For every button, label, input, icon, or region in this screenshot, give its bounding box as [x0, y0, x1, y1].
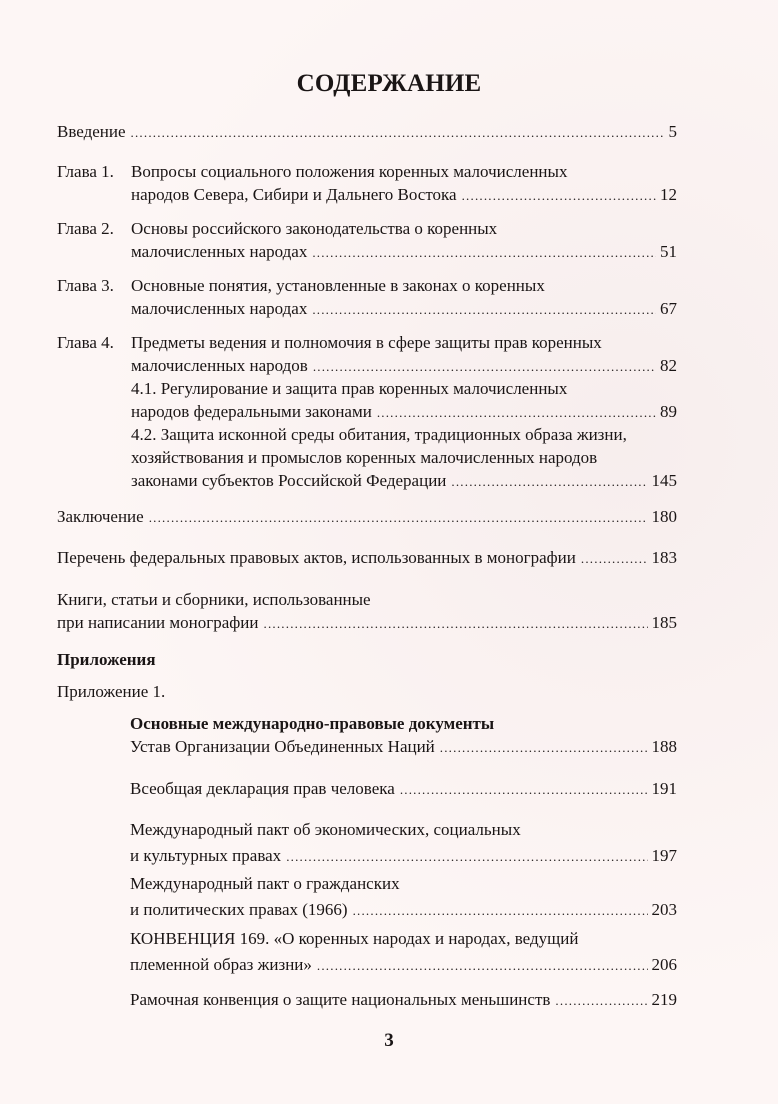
dot-leader	[317, 954, 648, 977]
appendices-heading: Приложения	[57, 650, 156, 669]
toc-entry-title: Введение	[57, 122, 126, 141]
chapter-label: Глава 4.	[57, 333, 114, 352]
toc-entry-chapter-3[interactable]	[57, 274, 677, 320]
toc-page-number: 188	[651, 737, 677, 756]
toc-entry-chapter-1[interactable]	[57, 160, 677, 206]
toc-page-number: 82	[660, 356, 677, 375]
toc-page-number: 203	[651, 900, 677, 919]
toc-entry-title-cont: и политических правах (1966)	[130, 900, 348, 919]
toc-page-number: 12	[660, 185, 677, 204]
chapter-label: Глава 3.	[57, 276, 114, 295]
toc-entry-bibliography[interactable]	[57, 588, 677, 634]
toc-entry-title-cont: народов федеральными законами	[131, 402, 372, 421]
toc-page-number: 219	[651, 990, 677, 1009]
toc-entry-title-cont: при написании монографии	[57, 613, 259, 632]
toc-page-number: 197	[651, 846, 677, 865]
toc-entry-title: Предметы ведения и полномочия в сфере защиты прав коренных	[131, 333, 602, 352]
toc-entry-title: 4.2. Защита исконной среды обитания, традиционных образа жизни,	[131, 425, 627, 444]
page-number: 3	[384, 1030, 394, 1051]
dot-leader	[581, 547, 648, 570]
toc-entry-title: КОНВЕНЦИЯ 169. «О коренных народах и народах, ведущий	[130, 929, 579, 948]
toc-page-number: 180	[651, 507, 677, 526]
toc-entry-chapter-4[interactable]	[57, 331, 677, 377]
toc-entry-iccpr[interactable]	[57, 872, 677, 918]
dot-leader	[462, 184, 656, 207]
toc-entry-title-cont: малочисленных народах	[131, 299, 308, 318]
toc-entry-title-cont: и культурных правах	[130, 846, 282, 865]
toc-entry-icescr[interactable]	[57, 818, 677, 864]
toc-entry-title: Устав Организации Объединенных Наций	[130, 737, 435, 756]
toc-page-number: 183	[651, 548, 677, 567]
toc-entry-intro[interactable]	[57, 120, 677, 143]
toc-entry-title: Вопросы социального положения коренных малочисленных	[131, 162, 568, 181]
dot-leader	[555, 989, 647, 1012]
dot-leader	[451, 470, 647, 493]
dot-leader	[312, 298, 656, 321]
toc-entry-title-cont: малочисленных народов	[131, 356, 308, 375]
dot-leader	[440, 736, 648, 759]
toc-entry-title-cont: законами субъектов Российской Федерации	[131, 471, 447, 490]
toc-entry-chapter-2[interactable]	[57, 217, 677, 263]
toc-entry-title: Всеобщая декларация прав человека	[130, 779, 395, 798]
toc-page-number: 206	[651, 955, 677, 974]
toc-entry-title: Книги, статьи и сборники, использованные	[57, 590, 371, 609]
toc-page-number: 145	[651, 471, 677, 490]
toc-entry-title-cont: народов Севера, Сибири и Дальнего Востока	[131, 185, 457, 204]
dot-leader	[264, 612, 648, 635]
toc-entry-legal-acts[interactable]	[57, 546, 677, 569]
appendix-1-label: Приложение 1.	[57, 682, 166, 701]
toc-entry-title: 4.1. Регулирование и защита прав коренных малочисленных	[131, 379, 568, 398]
toc-entry-conclusion[interactable]	[57, 505, 677, 528]
toc-entry-title: Международный пакт о гражданских	[130, 874, 400, 893]
dot-leader	[400, 778, 648, 801]
dot-leader	[149, 506, 648, 529]
dot-leader	[131, 121, 665, 144]
chapter-label: Глава 1.	[57, 162, 114, 181]
toc-entry-title-cont: хозяйствования и промыслов коренных малочисленных народов	[131, 448, 598, 467]
toc-entry-title: Международный пакт об экономических, социальных	[130, 820, 521, 839]
toc-entry-title-cont: племенной образ жизни»	[130, 955, 312, 974]
toc-entry-section-4-1[interactable]	[57, 377, 677, 423]
toc-page-number: 67	[660, 299, 677, 318]
appendix-group-heading: Основные международно-правовые документы	[130, 714, 495, 733]
toc-entry-section-4-2[interactable]	[57, 423, 677, 492]
dot-leader	[286, 845, 647, 868]
toc-entry-title: Рамочная конвенция о защите национальных меньшинств	[130, 990, 551, 1009]
page-title: СОДЕРЖАНИЕ	[296, 70, 482, 97]
toc-entry-title: Основы российского законодательства о коренных	[131, 219, 498, 238]
toc-entry-convention-169[interactable]	[57, 927, 677, 973]
dot-leader	[313, 355, 656, 378]
toc-entry-title-cont: малочисленных народах	[131, 242, 308, 261]
dot-leader	[377, 401, 656, 424]
toc-page-number: 5	[668, 122, 677, 141]
toc-page-number: 89	[660, 402, 677, 421]
toc-page-number: 185	[651, 613, 677, 632]
toc-entry-title: Заключение	[57, 507, 144, 526]
dot-leader	[353, 899, 648, 922]
toc-page-number: 51	[660, 242, 677, 261]
toc-entry-title: Перечень федеральных правовых актов, использованных в монографии	[57, 548, 576, 567]
toc-page-number: 191	[651, 779, 677, 798]
chapter-label: Глава 2.	[57, 219, 114, 238]
toc-entry-title: Основные понятия, установленные в законах о коренных	[131, 276, 545, 295]
dot-leader	[312, 241, 656, 264]
